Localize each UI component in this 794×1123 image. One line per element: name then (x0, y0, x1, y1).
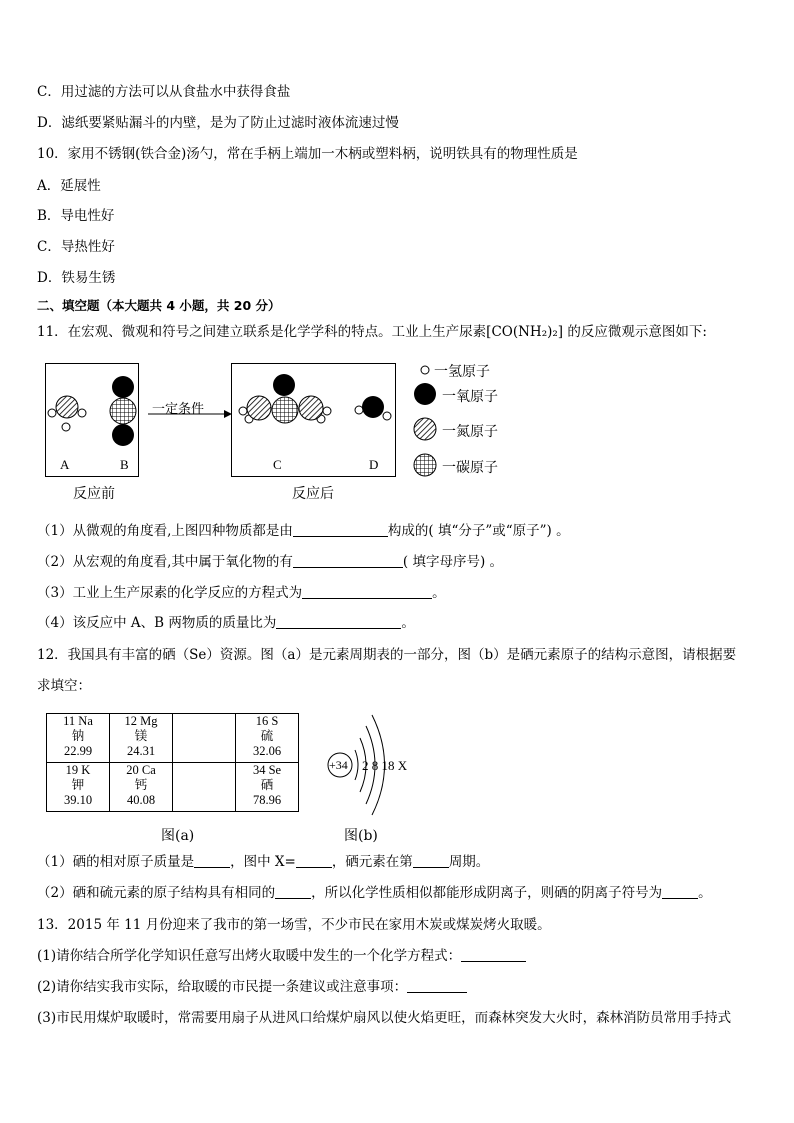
question-11: 11．在宏观、微观和符号之间建立联系是化学学科的特点。工业上生产尿素[CO(NH₂)₂] 的反应微观示意图如下: (37, 324, 707, 340)
arrow-condition-label: 一定条件 (152, 401, 205, 416)
element-mass: 39.10 (63, 793, 93, 807)
element-cell-empty (173, 763, 236, 812)
q11-part2-blank[interactable] (293, 553, 403, 568)
electron-shells: 2 8 18 X (362, 758, 408, 773)
q11-part3 (37, 584, 446, 602)
element-mass: 22.99 (63, 744, 93, 758)
q11-part2 (37, 553, 503, 571)
element-num-symbol: 19 K (65, 763, 91, 777)
q11-part3-text-b: 。 (432, 585, 446, 601)
legend-icons (414, 366, 436, 476)
element-cell (47, 763, 110, 812)
q13-part2-blank[interactable] (407, 978, 467, 993)
element-name: 钙 (134, 778, 148, 792)
element-name: 钠 (71, 729, 85, 743)
periodic-table (46, 713, 299, 812)
element-name: 硫 (260, 729, 274, 743)
q12-part2-blank-ion[interactable] (662, 884, 698, 899)
molecule-b-carbon-dioxide (110, 376, 136, 446)
element-num-symbol: 11 Na (63, 714, 93, 728)
q11-part4-blank[interactable] (276, 614, 401, 629)
molecule-c-urea (239, 374, 331, 423)
caption-figure-b: 图(b) (344, 828, 378, 844)
q13-part1-text: (1)请你结合所学化学知识任意写出烤火取暖中发生的一个化学方程式： (37, 948, 462, 964)
q11-part4-text-b: 。 (401, 615, 415, 631)
q12-part1-blank-x[interactable] (296, 853, 332, 868)
q10-option-b: B．导电性好 (37, 208, 115, 224)
q11-part2-text-a: （2）从宏观的角度看,其中属于氧化物的有 (37, 554, 293, 570)
label-b: B (120, 457, 129, 472)
q11-part1 (37, 522, 570, 540)
legend-carbon: 一碳原子 (442, 461, 498, 476)
q12-part1-blank-mass[interactable] (194, 853, 230, 868)
section-heading: 二、填空题（本大题共 4 小题，共 20 分） (37, 298, 281, 313)
element-cell (236, 714, 299, 763)
shell-arc-1 (355, 750, 358, 780)
q11-part1-text-b: 构成的( 填“分子”或“原子”) 。 (387, 523, 570, 539)
q11-part2-text-b: ( 填字母序号) 。 (402, 554, 504, 570)
element-cell-empty (173, 714, 236, 763)
element-cell (47, 714, 110, 763)
q11-part4-text-a: （4）该反应中 A、B 两物质的质量比为 (37, 615, 277, 631)
option-c: C．用过滤的方法可以从食盐水中获得食盐 (37, 84, 291, 100)
question-12: 12．我国具有丰富的硒（Se）资源。图（a）是元素周期表的一部分，图（b）是硒元素原子的结构示意图，请根据要 (37, 647, 737, 663)
element-mass: 24.31 (126, 744, 156, 758)
q10-option-c: C．导热性好 (37, 239, 115, 255)
element-mass: 78.96 (252, 793, 282, 807)
element-cell (236, 763, 299, 812)
q11-part1-blank[interactable] (293, 522, 388, 537)
molecule-a-ammonia (48, 396, 86, 431)
question-10: 10．家用不锈钢(铁合金)汤勺，常在手柄上端加一木柄或塑料柄，说明铁具有的物理性质是 (37, 146, 578, 162)
element-name: 钾 (71, 778, 85, 792)
element-mass: 32.06 (252, 744, 282, 758)
q10-option-a: A．延展性 (37, 178, 101, 194)
element-name: 硒 (260, 778, 274, 792)
caption-figure-a: 图(a) (161, 828, 195, 844)
q13-part2-text: (2)请你结实我市实际，给取暖的市民提一条建议或注意事项： (37, 979, 408, 995)
q11-part4 (37, 614, 415, 632)
legend-hydrogen: 一氢原子 (434, 365, 490, 380)
legend-nitrogen: 一氮原子 (442, 425, 498, 440)
q12-part2-text-c: 。 (698, 885, 712, 901)
label-d: D (369, 457, 379, 472)
q12-part2 (37, 884, 712, 902)
carbon-legend-icon (414, 454, 436, 476)
q11-part1-text-a: （1）从微观的角度看,上图四种物质都是由 (37, 523, 293, 539)
question-13: 13．2015 年 11 月份迎来了我市的第一场雪，不少市民在家用木炭或煤炭烤火取暖。 (37, 917, 551, 933)
q12-part1-blank-period[interactable] (413, 853, 449, 868)
element-num-symbol: 16 S (255, 714, 279, 728)
label-a: A (60, 457, 70, 472)
q13-part3: (3)市民用煤炉取暖时，常需要用扇子从进风口给煤炉扇风以使火焰更旺，而森林突发大火时，森林消防员常用手持式 (37, 1010, 732, 1026)
q12-part2-text-b: ，所以化学性质相似都能形成阴离子，则硒的阴离子符号为 (311, 885, 663, 901)
q11-part3-blank[interactable] (302, 584, 432, 599)
q10-option-d: D．铁易生锈 (37, 270, 116, 286)
periodic-table-row (47, 714, 299, 763)
q12-part2-text-a: （2）硒和硫元素的原子结构具有相同的 (37, 885, 276, 901)
caption-before: 反应前 (73, 486, 115, 502)
element-num-symbol: 20 Ca (126, 763, 156, 777)
element-num-symbol: 34 Se (252, 763, 282, 777)
caption-after: 反应后 (292, 486, 334, 502)
q13-part1-blank[interactable] (461, 947, 526, 962)
periodic-table-row (47, 763, 299, 812)
element-num-symbol: 12 Mg (124, 714, 158, 728)
q12-part1 (37, 853, 489, 871)
q12-part1-text-a: （1）硒的相对原子质量是 (37, 854, 195, 870)
q11-part3-text-a: （3）工业上生产尿素的化学反应的方程式为 (37, 585, 303, 601)
q13-part2 (37, 978, 467, 996)
element-name: 镁 (134, 729, 148, 743)
hydrogen-legend-icon (421, 366, 429, 374)
q12-part2-blank-structure[interactable] (275, 884, 311, 899)
q13-part1 (37, 947, 526, 965)
question-12-cont: 求填空： (37, 678, 91, 694)
oxygen-legend-icon (414, 383, 436, 405)
nucleus-charge: +34 (329, 758, 348, 772)
q12-part1-text-b: ，图中 X= (230, 854, 296, 870)
label-c: C (273, 457, 282, 472)
legend-oxygen: 一氧原子 (442, 390, 498, 405)
option-d: D．滤纸要紧贴漏斗的内壁，是为了防止过滤时液体流速过慢 (37, 115, 399, 131)
element-cell (110, 763, 173, 812)
q12-part1-text-d: 周期。 (448, 854, 490, 870)
element-mass: 40.08 (126, 793, 156, 807)
molecule-d-water (355, 396, 391, 420)
element-cell (110, 714, 173, 763)
nitrogen-legend-icon (414, 418, 436, 440)
q12-part1-text-c: ，硒元素在第 (331, 854, 413, 870)
